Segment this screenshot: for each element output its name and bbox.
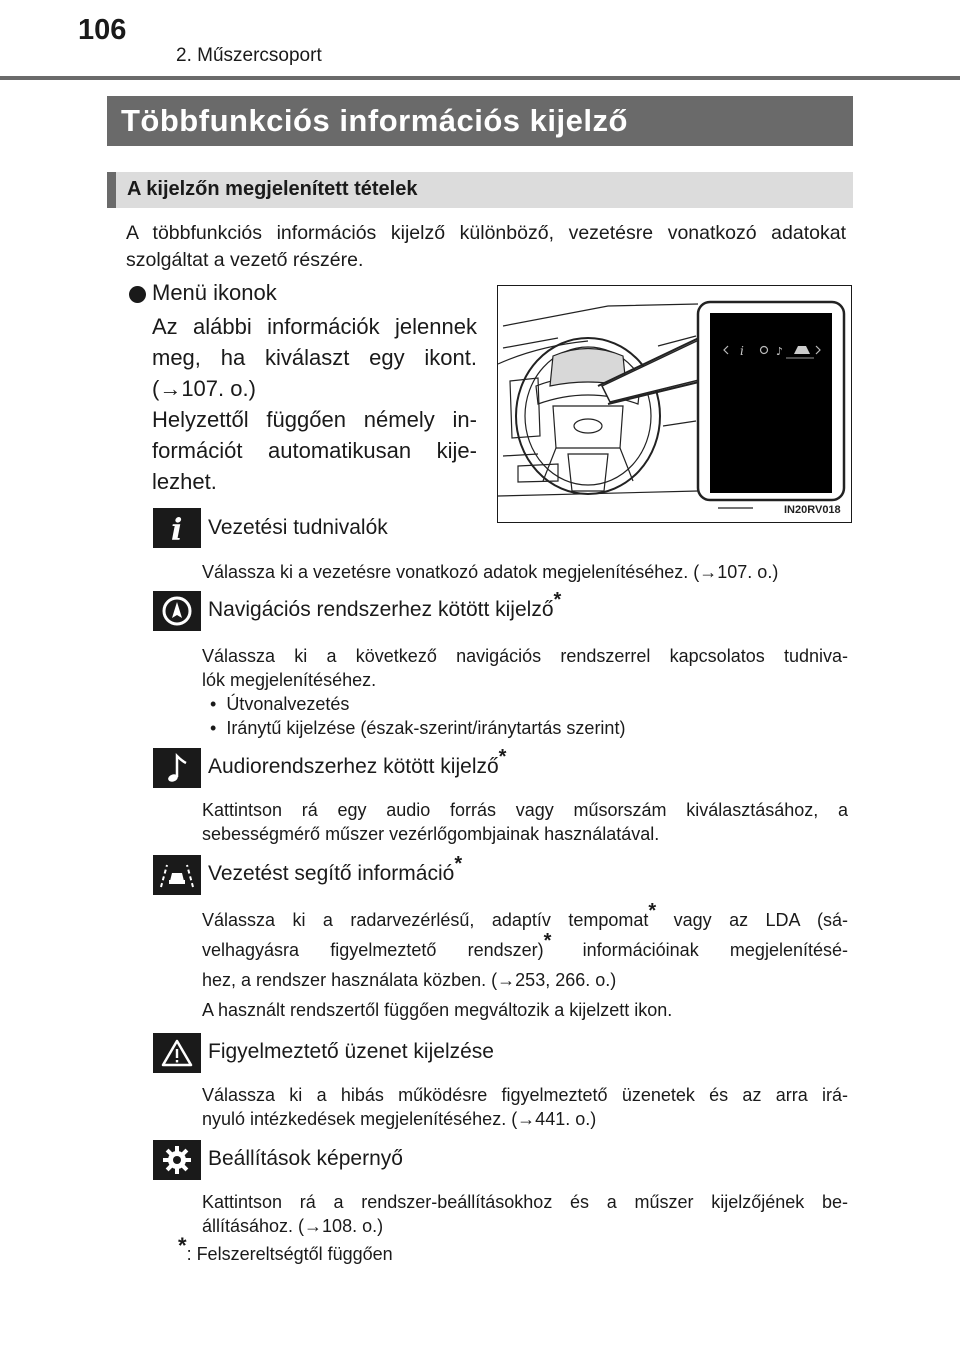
footnote-marker: * <box>648 900 657 922</box>
subsection-title: A kijelzőn megjelenített tételek <box>127 178 418 200</box>
desc-text: információinak megjelenítésé- <box>551 940 848 960</box>
menu-heading: Menü ikonok <box>152 280 277 305</box>
item-note: A használt rendszertől függően megváltozik a kijelzett ikon. <box>202 1000 673 1020</box>
desc-line: hez, a rendszer használata közben. (→253, 266. o.) <box>202 970 617 990</box>
warning-icon <box>153 1033 201 1073</box>
music-note-icon <box>153 748 201 788</box>
desc-line: Kattintson rá a rendszer-beállításokhoz és a műszer kijelzőjének be- <box>202 1192 848 1212</box>
menu-line: formációt automatikusan kije- <box>152 438 477 463</box>
item-title-driving-assist <box>208 853 463 886</box>
item-title-audio <box>208 746 507 779</box>
section-title-bar <box>107 96 853 146</box>
page-number: 106 <box>78 14 127 46</box>
item-title-settings <box>208 1147 403 1171</box>
desc-line: Kattintson rá egy audio forrás vagy műsorszám kiválasztásához, a <box>202 800 848 820</box>
subsection-bar <box>107 172 853 208</box>
driving-assist-icon <box>153 855 201 895</box>
desc-line: lók megjelenítéséhez. <box>202 670 377 690</box>
menu-line: Helyzettől függően némely in- <box>152 407 477 432</box>
item-title-driving-info <box>208 516 388 540</box>
footnote-marker: * <box>178 1233 187 1258</box>
desc-line: Válassza ki a hibás működésre figyelmeztető üzenetek és az arra irá- <box>202 1085 848 1105</box>
desc-text: vagy az LDA (sá- <box>656 910 849 930</box>
desc-line <box>202 930 848 965</box>
item-title-warning <box>208 1040 494 1064</box>
gear-icon <box>153 1140 201 1180</box>
desc-line: nyuló intézkedések megjelenítéséhez. (→441. o.) <box>202 1109 597 1129</box>
item-description: Válassza ki a vezetésre vonatkozó adatok megjelenítéséhez. (→107. o.) <box>202 562 779 582</box>
menu-description <box>152 311 477 497</box>
desc-text: Válassza ki a radarvezérlésű, adaptív tempomat <box>202 910 649 930</box>
intro-paragraph: A többfunkciós információs kijelző különböző, vezetésre vonatkozó adatokat szolgáltat a vezető részére. <box>126 222 846 271</box>
footnote-marker: * <box>553 589 562 611</box>
dashboard-illustration <box>497 285 852 523</box>
item-description <box>202 798 848 846</box>
subsection-marker <box>107 172 116 208</box>
list-item-text: Iránytű kijelzése (észak-szerint/iránytartás szerint) <box>226 718 626 738</box>
item-description <box>202 900 849 995</box>
svg-text:i: i <box>740 344 744 358</box>
desc-line: sebességmérő műszer vezérlőgombjainak használatával. <box>202 824 660 844</box>
footnote-marker: * <box>454 853 463 875</box>
item-title-text: Beállítások képernyő <box>208 1147 403 1170</box>
footnote <box>178 1233 393 1265</box>
item-title-text: Vezetési tudnivalók <box>208 516 388 539</box>
list-item: • Útvonalvezetés <box>210 694 350 714</box>
item-description <box>202 1083 848 1131</box>
figure-code: IN20RV018 <box>784 504 841 516</box>
item-title-text: Navigációs rendszerhez kötött kijelző <box>208 598 554 621</box>
navigation-icon <box>153 591 201 631</box>
item-title-text: Audiorendszerhez kötött kijelző <box>208 755 499 778</box>
svg-text:♪: ♪ <box>776 345 784 358</box>
item-description <box>202 644 848 692</box>
item-description <box>202 1190 848 1238</box>
bullet-dot <box>129 286 146 303</box>
list-item: • Iránytű kijelzése (észak-szerint/iránytartás szerint) <box>210 718 626 738</box>
menu-line: (→107. o.) <box>152 376 256 401</box>
menu-line: Az alábbi információk jelennek <box>152 314 477 339</box>
chapter-title: 2. Műszercsoport <box>176 45 322 66</box>
item-title-text: Figyelmeztető üzenet kijelzése <box>208 1040 494 1063</box>
desc-line: Válassza ki a következő navigációs rendszerrel kapcsolatos tudniva- <box>202 646 848 666</box>
desc-line <box>202 900 849 935</box>
item-title-text: Vezetést segítő információ <box>208 862 455 885</box>
item-title-navigation <box>208 589 562 622</box>
steering-wheel-drawing <box>498 286 850 521</box>
desc-line: állításához. (→108. o.) <box>202 1216 384 1236</box>
header-divider <box>0 76 960 80</box>
desc-text: velhagyásra figyelmeztető rendszer) <box>202 940 544 960</box>
svg-text:i: i <box>171 513 183 548</box>
menu-line: meg, ha kiválaszt egy ikont. <box>152 345 477 370</box>
footnote-marker: * <box>543 930 552 952</box>
list-item-text: Útvonalvezetés <box>226 694 350 714</box>
footnote-text: : Felszereltségtől függően <box>186 1244 393 1264</box>
footnote-marker: * <box>498 746 507 768</box>
menu-line: lezhet. <box>152 469 217 494</box>
info-icon <box>153 508 201 548</box>
section-title: Többfunkciós információs kijelző <box>121 103 628 138</box>
